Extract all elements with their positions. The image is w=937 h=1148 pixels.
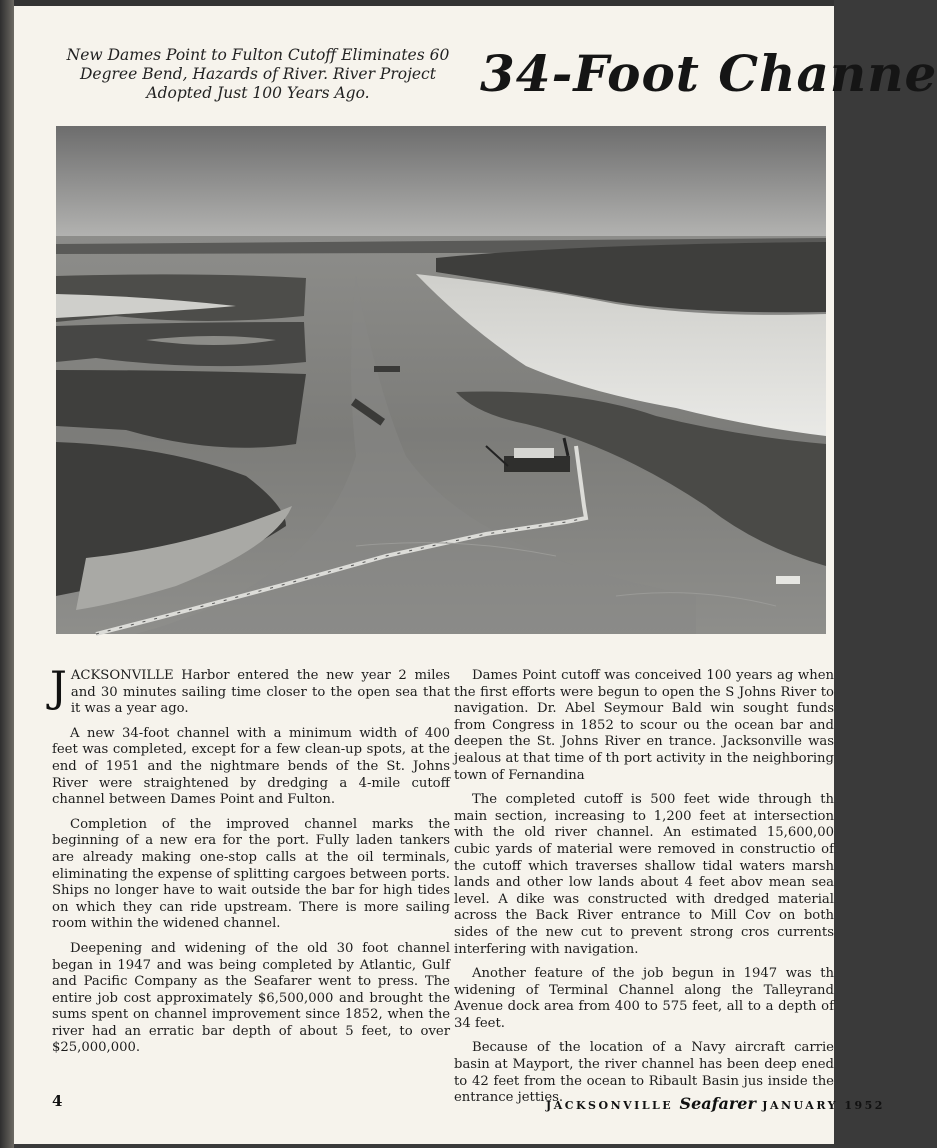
drop-cap: J xyxy=(50,662,67,711)
aerial-photo-image xyxy=(56,126,826,634)
paragraph: The completed cutoff is 500 feet wide through th main section, increasing to 1,200 feet at intersection with the old river channel. An estimated 15,600,00 cubic yards of material were removed in constructio of the cutoff which traverses shallow tidal waters marsh lands and other low lands about 4 feet abov mean sea level. A dike was constructed with dredged material across the Back River entrance to Mill Cov on both sides of the new cut to prevent strong cros currents interfering with navigation. xyxy=(454,792,834,957)
paragraph: Dames Point cutoff was conceived 100 years ag when the first efforts were begun to open the S Johns River to navigation. Dr. Abel Seymour Bald win sought funds from Congress in 1852 to scour ou the ocean bar and deepen the St. Johns River en trance. Jacksonville was jealous at that time of th port activity in the neighboring town of Fernandina xyxy=(454,668,834,783)
article-headline: 34-Foot Channe xyxy=(480,44,937,103)
running-footer xyxy=(546,1094,885,1113)
paragraph: Because of the location of a Navy aircraft carrie basin at Mayport, the river channel has been deep ened to 42 feet from the ocean to Ribault Basin jus inside the entrance jetties. xyxy=(454,1040,834,1106)
footer-magazine: Seafarer xyxy=(679,1094,756,1113)
scan-left-edge xyxy=(0,0,14,1148)
paragraph: Completion of the improved channel marks the beginning of a new era for the port. Fully laden tankers are already making one-stop calls at the oil terminals, eliminating the expense of splitting cargoes between ports. Ships no longer have to wait outside the bar for high tides on which they can ride upstream. There is more sailing room within the widened channel. xyxy=(52,816,450,932)
right-column xyxy=(454,668,834,1115)
paragraph: Another feature of the job begun in 1947 was th widening of Terminal Channel along the Talleyrand Avenue dock area from 400 to 575 feet, all to a depth of 34 feet. xyxy=(454,966,834,1031)
article-deck: New Dames Point to Fulton Cutoff Eliminates 60 Degree Bend, Hazards of River. River Project Adopted Just 100 Years Ago. xyxy=(66,46,450,102)
magazine-page xyxy=(14,6,937,1144)
paragraph: Deepening and widening of the old 30 foot channel began in 1947 and was being completed by Atlantic, Gulf and Pacific Company as the Seafarer went to press. The entire job cost approximately $6,500,000 and brought the sums spent on channel improvement since 1852, when the river had an erratic bar depth of about 5 feet, to over $25,000,000. xyxy=(52,940,450,1056)
paragraph xyxy=(50,662,450,718)
aerial-photo xyxy=(56,126,826,634)
footer-city: JACKSONVILLE xyxy=(546,1099,674,1112)
left-column xyxy=(50,662,450,1065)
footer-issue: JANUARY 1952 xyxy=(762,1099,885,1112)
paragraph-text: ACKSONVILLE Harbor entered the new year 2 miles and 30 minutes sailing time closer to the open sea that it was a year ago. xyxy=(70,668,450,717)
paragraph: A new 34-foot channel with a minimum width of 400 feet was completed, except for a few clean-up spots, at the end of 1951 and the nightmare bends of the St. Johns River were straightened by dredging a 4-mile cutoff channel between Dames Point and Fulton. xyxy=(52,725,450,808)
page-number: 4 xyxy=(52,1092,63,1110)
